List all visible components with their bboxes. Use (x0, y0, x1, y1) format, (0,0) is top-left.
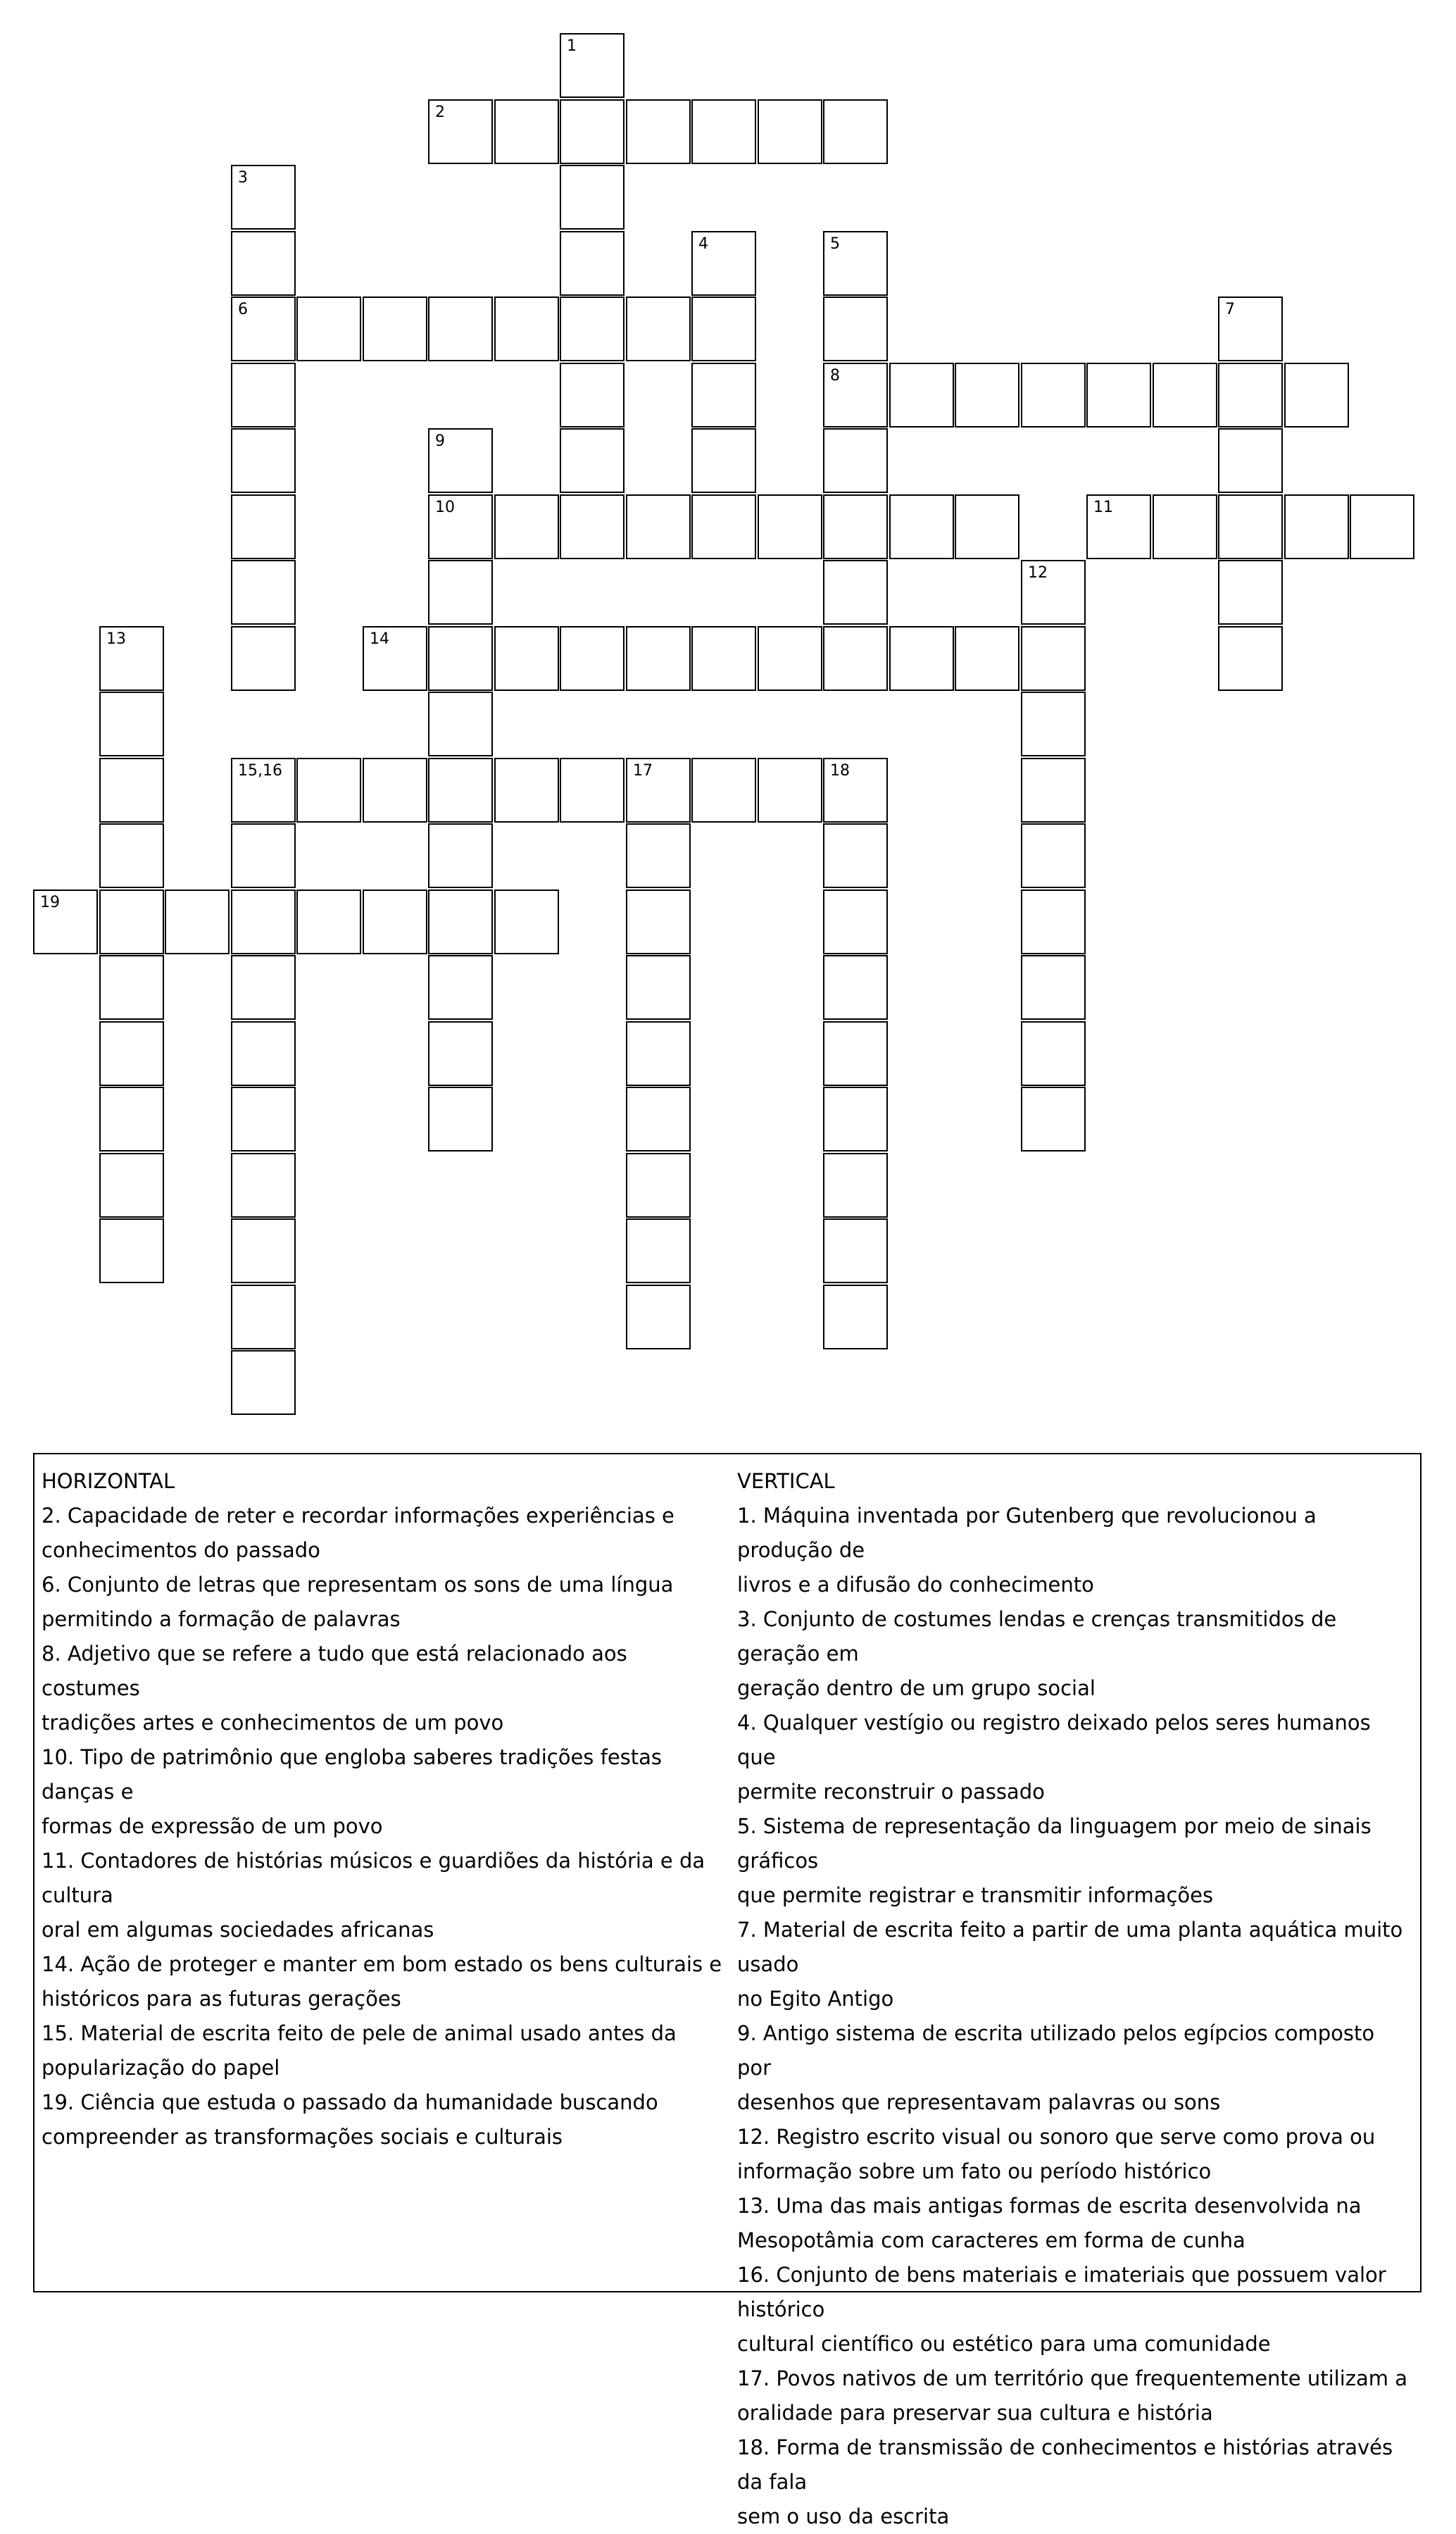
grid-cell[interactable] (231, 1153, 296, 1218)
grid-cell[interactable] (296, 758, 361, 823)
vertical-clue-list (737, 1499, 1413, 2534)
clue-line: popularização do papel (42, 2056, 280, 2080)
grid-cell[interactable] (231, 1350, 296, 1415)
clue-line: 14. Ação de proteger e manter em bom estado os bens culturais e (42, 1952, 722, 1976)
grid-cell[interactable] (428, 1087, 493, 1151)
grid-cell[interactable] (231, 494, 296, 559)
clue-line: geração dentro de um grupo social (737, 1676, 1096, 1700)
grid-cell[interactable] (691, 626, 756, 691)
horizontal-clue-list (42, 1499, 724, 2154)
clue-line: 3. Conjunto de costumes lendas e crenças transmitidos de geração em (737, 1607, 1337, 1666)
clue-number: 3 (238, 169, 248, 187)
grid-cell[interactable] (1218, 363, 1283, 427)
grid-cell[interactable] (231, 297, 296, 361)
grid-cell[interactable] (99, 890, 164, 954)
grid-cell[interactable] (231, 758, 296, 823)
grid-cell[interactable] (823, 494, 888, 559)
clue-line: tradições artes e conhecimentos de um povo (42, 1711, 504, 1735)
grid-cell[interactable] (1086, 363, 1151, 427)
clue-number: 13 (106, 630, 126, 648)
clue-number: 18 (830, 762, 850, 780)
grid-cell[interactable] (626, 955, 691, 1020)
grid-cell[interactable] (1021, 363, 1086, 427)
grid-cell[interactable] (428, 297, 493, 361)
grid-cell[interactable] (231, 1021, 296, 1086)
clue-line: 2. Capacidade de reter e recordar informações experiências e (42, 1504, 674, 1528)
grid-cell[interactable] (560, 626, 625, 691)
grid-cell[interactable] (626, 1087, 691, 1151)
grid-cell[interactable] (428, 890, 493, 954)
clue-line: formas de expressão de um povo (42, 1814, 383, 1838)
clue-number: 9 (435, 432, 445, 450)
clue-number: 19 (40, 894, 60, 911)
grid-cell[interactable] (1021, 692, 1086, 756)
grid-cell[interactable] (823, 297, 888, 361)
clue-line: permite reconstruir o passado (737, 1780, 1045, 1804)
grid-cell[interactable] (99, 626, 164, 691)
clue-number: 8 (830, 367, 840, 385)
grid-cell[interactable] (1350, 494, 1414, 559)
grid-cell[interactable] (1021, 626, 1086, 691)
clue-line: oralidade para preservar sua cultura e história (737, 2401, 1213, 2425)
grid-cell[interactable] (758, 99, 822, 164)
clue-line: livros e a difusão do conhecimento (737, 1573, 1094, 1597)
clue-line: 6. Conjunto de letras que representam os sons de uma língua (42, 1573, 674, 1597)
clue-line: 5. Sistema de representação da linguagem por meio de sinais gráficos (737, 1814, 1372, 1873)
grid-cell[interactable] (823, 1021, 888, 1086)
grid-cell[interactable] (1218, 626, 1283, 691)
clue-line: conhecimentos do passado (42, 1538, 320, 1562)
clue-line: 17. Povos nativos de um território que frequentemente utilizam a (737, 2366, 1408, 2390)
grid-cell[interactable] (626, 297, 691, 361)
grid-cell[interactable] (1021, 560, 1086, 625)
grid-cell[interactable] (363, 297, 427, 361)
grid-cell[interactable] (823, 560, 888, 625)
grid-cell[interactable] (33, 890, 98, 954)
grid-cell[interactable] (758, 626, 822, 691)
grid-cell[interactable] (560, 99, 625, 164)
grid-cell[interactable] (99, 1087, 164, 1151)
grid-cell[interactable] (494, 758, 559, 823)
clue-number: 6 (238, 301, 248, 318)
grid-cell[interactable] (560, 363, 625, 427)
grid-cell[interactable] (560, 297, 625, 361)
grid-cell[interactable] (691, 231, 756, 296)
grid-cell[interactable] (1021, 890, 1086, 954)
grid-cell[interactable] (428, 823, 493, 888)
grid-cell[interactable] (560, 428, 625, 493)
grid-cell[interactable] (296, 297, 361, 361)
clue-line: 11. Contadores de histórias músicos e guardiões da história e da cultura (42, 1849, 705, 1907)
grid-cell[interactable] (231, 1087, 296, 1151)
clue-line: compreender as transformações sociais e culturais (42, 2125, 563, 2149)
grid-cell[interactable] (99, 1153, 164, 1218)
grid-cell[interactable] (691, 297, 756, 361)
grid-cell[interactable] (823, 758, 888, 823)
grid-cell[interactable] (494, 890, 559, 954)
grid-cell[interactable] (363, 758, 427, 823)
grid-cell[interactable] (99, 1218, 164, 1283)
grid-cell[interactable] (494, 494, 559, 559)
grid-cell[interactable] (691, 758, 756, 823)
clue-number: 15,16 (238, 762, 282, 780)
grid-cell[interactable] (823, 890, 888, 954)
grid-cell[interactable] (428, 1021, 493, 1086)
clue-line: 18. Forma de transmissão de conhecimentos e histórias através da fala (737, 2435, 1393, 2494)
grid-cell[interactable] (494, 99, 559, 164)
grid-cell[interactable] (691, 428, 756, 493)
grid-cell[interactable] (955, 363, 1019, 427)
clue-line: 4. Qualquer vestígio ou registro deixado pelos seres humanos que (737, 1711, 1371, 1769)
clue-line: 1. Máquina inventada por Gutenberg que revolucionou a produção de (737, 1504, 1317, 1562)
grid-cell[interactable] (823, 823, 888, 888)
grid-cell[interactable] (428, 626, 493, 691)
clue-line: 19. Ciência que estuda o passado da humanidade buscando (42, 2090, 658, 2114)
clue-number: 10 (435, 499, 455, 516)
clue-number: 4 (698, 235, 708, 253)
grid-cell[interactable] (823, 99, 888, 164)
grid-cell[interactable] (231, 363, 296, 427)
grid-cell[interactable] (363, 626, 427, 691)
grid-cell[interactable] (165, 890, 230, 954)
clue-line: 7. Material de escrita feito a partir de uma planta aquática muito usado (737, 1918, 1403, 1976)
horizontal-heading: HORIZONTAL (42, 1469, 175, 1493)
grid-cell[interactable] (889, 626, 954, 691)
grid-cell[interactable] (428, 99, 493, 164)
clue-number: 14 (370, 630, 389, 648)
grid-cell[interactable] (231, 890, 296, 954)
grid-cell[interactable] (626, 626, 691, 691)
grid-cell[interactable] (560, 165, 625, 230)
grid-cell[interactable] (231, 428, 296, 493)
grid-cell[interactable] (428, 428, 493, 493)
grid-cell[interactable] (560, 33, 625, 98)
clue-line: Mesopotâmia com caracteres em forma de cunha (737, 2228, 1245, 2252)
grid-cell[interactable] (1218, 560, 1283, 625)
grid-cell[interactable] (494, 626, 559, 691)
grid-cell[interactable] (1153, 363, 1217, 427)
grid-cell[interactable] (494, 297, 559, 361)
grid-cell[interactable] (428, 955, 493, 1020)
horizontal-clues (42, 1464, 724, 2154)
grid-cell[interactable] (231, 231, 296, 296)
grid-cell[interactable] (99, 1021, 164, 1086)
grid-cell[interactable] (823, 231, 888, 296)
clue-line: 15. Material de escrita feito de pele de animal usado antes da (42, 2021, 677, 2045)
clue-line: cultural científico ou estético para uma comunidade (737, 2332, 1271, 2356)
clue-line: informação sobre um fato ou período histórico (737, 2159, 1212, 2183)
grid-cell[interactable] (626, 890, 691, 954)
grid-cell[interactable] (428, 494, 493, 559)
clue-line: 10. Tipo de patrimônio que engloba saberes tradições festas danças e (42, 1745, 663, 1804)
grid-cell[interactable] (823, 626, 888, 691)
grid-cell[interactable] (626, 494, 691, 559)
clue-line: 13. Uma das mais antigas formas de escrita desenvolvida na (737, 2194, 1362, 2218)
clues-panel (33, 1453, 1422, 2528)
grid-cell[interactable] (889, 363, 954, 427)
grid-cell[interactable] (1284, 363, 1349, 427)
clue-line: 8. Adjetivo que se refere a tudo que está relacionado aos costumes (42, 1642, 627, 1700)
grid-cell[interactable] (626, 1153, 691, 1218)
clue-number: 12 (1028, 564, 1048, 582)
grid-cell[interactable] (560, 758, 625, 823)
grid-cell[interactable] (758, 758, 822, 823)
grid-cell[interactable] (231, 165, 296, 230)
grid-cell[interactable] (823, 1153, 888, 1218)
clue-line: 9. Antigo sistema de escrita utilizado pelos egípcios composto por (737, 2021, 1375, 2080)
clue-number: 7 (1225, 301, 1235, 318)
grid-cell[interactable] (428, 560, 493, 625)
grid-cell[interactable] (626, 1021, 691, 1086)
clue-line: 12. Registro escrito visual ou sonoro que serve como prova ou (737, 2125, 1376, 2149)
vertical-heading: VERTICAL (737, 1469, 835, 1493)
grid-cell[interactable] (428, 692, 493, 756)
grid-cell[interactable] (626, 758, 691, 823)
grid-cell[interactable] (231, 823, 296, 888)
grid-cell[interactable] (231, 560, 296, 625)
grid-cell[interactable] (823, 955, 888, 1020)
grid-cell[interactable] (823, 1218, 888, 1283)
grid-cell[interactable] (99, 955, 164, 1020)
grid-cell[interactable] (955, 494, 1019, 559)
grid-cell[interactable] (99, 692, 164, 756)
grid-cell[interactable] (626, 99, 691, 164)
grid-cell[interactable] (823, 363, 888, 427)
grid-cell[interactable] (1218, 494, 1283, 559)
grid-cell[interactable] (231, 626, 296, 691)
clue-line: desenhos que representavam palavras ou sons (737, 2090, 1221, 2114)
clue-line: 16. Conjunto de bens materiais e imateriais que possuem valor histórico (737, 2263, 1386, 2321)
clue-line: no Egito Antigo (737, 1987, 894, 2011)
grid-cell[interactable] (1218, 297, 1283, 361)
clue-line: históricos para as futuras gerações (42, 1987, 401, 2011)
clue-line: oral em algumas sociedades africanas (42, 1918, 434, 1942)
grid-cell[interactable] (231, 1285, 296, 1349)
grid-cell[interactable] (626, 1218, 691, 1283)
clue-line: permitindo a formação de palavras (42, 1607, 401, 1631)
grid-cell[interactable] (626, 1285, 691, 1349)
clue-line: que permite registrar e transmitir informações (737, 1883, 1214, 1907)
clue-number: 17 (633, 762, 653, 780)
grid-cell[interactable] (1021, 955, 1086, 1020)
grid-cell[interactable] (231, 1218, 296, 1283)
grid-cell[interactable] (428, 758, 493, 823)
clue-line: sem o uso da escrita (737, 2504, 950, 2528)
grid-cell[interactable] (1021, 1021, 1086, 1086)
clue-number: 5 (830, 235, 840, 253)
grid-cell[interactable] (1021, 823, 1086, 888)
grid-cell[interactable] (1218, 428, 1283, 493)
grid-cell[interactable] (626, 823, 691, 888)
grid-cell[interactable] (231, 955, 296, 1020)
clue-number: 2 (435, 104, 445, 121)
grid-cell[interactable] (99, 823, 164, 888)
grid-cell[interactable] (691, 99, 756, 164)
grid-cell[interactable] (560, 231, 625, 296)
vertical-clues (737, 1464, 1413, 2534)
grid-cell[interactable] (823, 1087, 888, 1151)
grid-cell[interactable] (363, 890, 427, 954)
clue-number: 11 (1093, 499, 1113, 516)
grid-cell[interactable] (296, 890, 361, 954)
grid-cell[interactable] (560, 494, 625, 559)
grid-cell[interactable] (691, 494, 756, 559)
grid-cell[interactable] (691, 363, 756, 427)
grid-cell[interactable] (1284, 494, 1349, 559)
grid-cell[interactable] (758, 494, 822, 559)
grid-cell[interactable] (99, 758, 164, 823)
grid-cell[interactable] (1021, 758, 1086, 823)
clue-number: 1 (567, 37, 577, 55)
grid-cell[interactable] (889, 494, 954, 559)
grid-cell[interactable] (823, 1285, 888, 1349)
grid-cell[interactable] (955, 626, 1019, 691)
grid-cell[interactable] (823, 428, 888, 493)
grid-cell[interactable] (1153, 494, 1217, 559)
grid-cell[interactable] (1021, 1087, 1086, 1151)
grid-cell[interactable] (1086, 494, 1151, 559)
